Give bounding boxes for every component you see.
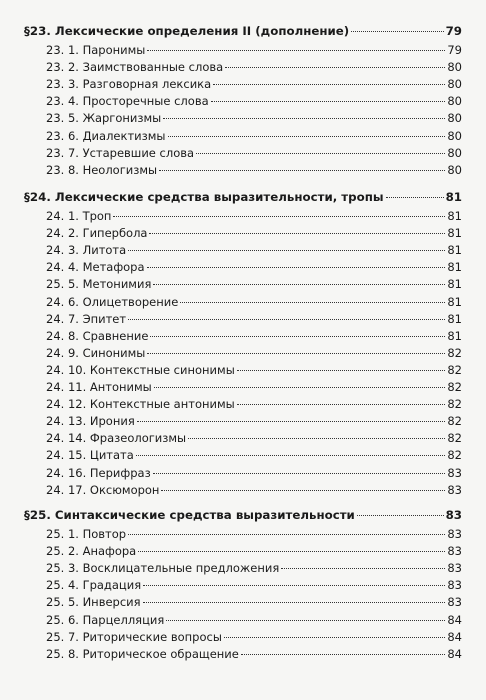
- page-number: 82: [447, 414, 462, 429]
- page-number: 82: [447, 380, 462, 394]
- section-heading[interactable]: [24, 190, 462, 204]
- toc-entry-label: 25. 3. Восклицательные предложения: [46, 561, 280, 576]
- dot-leader: [168, 136, 446, 137]
- toc-entry-label: 25. 1. Повтор: [46, 527, 127, 541]
- page-number: 82: [447, 431, 462, 446]
- page-number: 80: [447, 60, 462, 75]
- page-number: 81: [447, 243, 462, 258]
- toc-entry[interactable]: [46, 414, 462, 428]
- section-heading[interactable]: [24, 24, 462, 38]
- dot-leader: [150, 336, 445, 337]
- toc-entry[interactable]: [46, 77, 462, 91]
- toc-entry[interactable]: [46, 647, 462, 661]
- toc-entry[interactable]: [46, 243, 462, 257]
- dot-leader: [224, 637, 445, 638]
- dot-leader: [153, 284, 445, 285]
- dot-leader: [237, 370, 446, 371]
- toc-entry[interactable]: [46, 613, 462, 627]
- page-number: 84: [447, 629, 462, 644]
- dot-leader: [211, 101, 446, 102]
- dot-leader: [161, 490, 445, 491]
- toc-entry-label: 24. 6. Олицетворение: [46, 294, 179, 309]
- dot-leader: [143, 602, 446, 603]
- page-number: 83: [447, 544, 462, 559]
- page-number: 80: [447, 77, 462, 92]
- toc-entry[interactable]: [46, 146, 462, 160]
- toc-entry-label: 25. 7. Риторические вопросы: [46, 629, 222, 644]
- toc-entry-label: 24. 2. Гипербола: [46, 226, 148, 241]
- toc-entry[interactable]: [46, 466, 462, 480]
- toc-entry[interactable]: [46, 60, 462, 74]
- dot-leader: [147, 353, 445, 354]
- dot-leader: [128, 319, 445, 320]
- toc-entry-label: 24. 4. Метафора: [46, 260, 145, 275]
- toc-entry[interactable]: [46, 561, 462, 575]
- dot-leader: [213, 84, 445, 85]
- toc-entry[interactable]: [46, 397, 462, 411]
- toc-entry-label: 25. 8. Риторическое обращение: [46, 646, 239, 661]
- toc-entry-label: 24. 8. Сравнение: [46, 328, 149, 343]
- page-number: 79: [447, 43, 462, 57]
- toc-entry-label: 23. 6. Диалектизмы: [46, 128, 166, 143]
- toc-entry[interactable]: [46, 295, 462, 309]
- toc-entry[interactable]: [46, 111, 462, 125]
- dot-leader: [128, 250, 445, 251]
- page-number: 80: [447, 128, 462, 143]
- page-number: 84: [447, 612, 462, 627]
- dot-leader: [386, 197, 444, 198]
- page-number: 81: [447, 226, 462, 241]
- toc-entry-label: 23. 5. Жаргонизмы: [46, 111, 162, 126]
- page-number: 80: [447, 111, 462, 126]
- dot-leader: [241, 654, 446, 655]
- toc-entry[interactable]: [46, 527, 462, 541]
- toc-entry-label: 24. 14. Фразеологизмы: [46, 431, 187, 446]
- dot-leader: [147, 267, 446, 268]
- page-number: 80: [447, 145, 462, 160]
- dot-leader: [153, 473, 446, 474]
- toc-entry-label: 25. 4. Градация: [46, 578, 142, 593]
- toc-entry-label: 24. 12. Контекстные антонимы: [46, 397, 235, 412]
- toc-entry[interactable]: [46, 346, 462, 360]
- page-number: 83: [447, 561, 462, 576]
- dot-leader: [166, 620, 445, 621]
- toc-entry[interactable]: [46, 94, 462, 108]
- dot-leader: [137, 421, 446, 422]
- toc-entry[interactable]: [46, 129, 462, 143]
- toc-entry-label: 23. 4. Просторечные слова: [46, 94, 209, 109]
- dot-leader: [128, 534, 445, 535]
- toc-entry-label: 24. 7. Эпитет: [46, 311, 127, 326]
- toc-entry-label: 24. 3. Литота: [46, 243, 127, 258]
- toc-entry[interactable]: [46, 209, 462, 223]
- toc-entry[interactable]: [46, 595, 462, 609]
- toc-entry-label: §24. Лексические средства выразительности, тропы: [24, 190, 384, 204]
- dot-leader: [237, 404, 446, 405]
- dot-leader: [196, 153, 445, 154]
- toc-entry-label: §23. Лексические определения II (дополнение): [24, 24, 350, 38]
- page-number: 83: [445, 508, 462, 522]
- toc-entry[interactable]: [46, 578, 462, 592]
- toc-entry-label: 24. 17. Оксюморон: [46, 482, 160, 497]
- dot-leader: [138, 551, 445, 552]
- toc-entry-label: 23. 3. Разговорная лексика: [46, 77, 212, 92]
- dot-leader: [147, 50, 445, 51]
- toc-entry[interactable]: [46, 226, 462, 240]
- toc-entry[interactable]: [46, 448, 462, 462]
- toc-entry[interactable]: [46, 329, 462, 343]
- page-number: 82: [447, 448, 462, 463]
- toc-entry-label: 25. 5. Инверсия: [46, 595, 141, 610]
- toc-entry[interactable]: [46, 363, 462, 377]
- page-number: 81: [447, 209, 462, 223]
- page-number: 81: [445, 190, 462, 204]
- dot-leader: [154, 387, 446, 388]
- dot-leader: [225, 67, 445, 68]
- page-number: 81: [447, 294, 462, 309]
- page-number: 81: [447, 328, 462, 343]
- toc-entry-label: §25. Синтаксические средства выразительности: [24, 508, 355, 522]
- toc-entry-label: 23. 8. Неологизмы: [46, 162, 158, 177]
- dot-leader: [113, 216, 445, 217]
- toc-entry-label: 24. 15. Цитата: [46, 448, 134, 463]
- dot-leader: [180, 302, 445, 303]
- toc-entry[interactable]: [46, 163, 462, 177]
- toc-entry-label: 24. 11. Антонимы: [46, 380, 152, 394]
- page-number: 83: [447, 527, 462, 541]
- page-number: 81: [447, 311, 462, 326]
- toc-entry-label: 24. 13. Ирония: [46, 414, 135, 429]
- page-number: 82: [447, 345, 462, 360]
- page-number: 81: [447, 277, 462, 292]
- page-number: 80: [447, 94, 462, 109]
- page-number: 80: [447, 162, 462, 177]
- dot-leader: [159, 170, 445, 171]
- dot-leader: [357, 515, 444, 516]
- page-number: 83: [447, 595, 462, 610]
- dot-leader: [188, 438, 445, 439]
- toc-entry[interactable]: [46, 260, 462, 274]
- page-number: 81: [447, 260, 462, 275]
- page-number: 83: [447, 482, 462, 497]
- toc-entry[interactable]: [46, 277, 462, 291]
- page-number: 82: [447, 362, 462, 377]
- toc-entry[interactable]: [46, 312, 462, 326]
- dot-leader: [143, 585, 445, 586]
- dot-leader: [351, 31, 443, 32]
- toc-entry[interactable]: [46, 431, 462, 445]
- toc-entry-label: 24. 16. Перифраз: [46, 465, 151, 480]
- page-number: 83: [447, 465, 462, 480]
- toc-entry-label: 24. 9. Синонимы: [46, 345, 146, 360]
- toc-entry-label: 23. 2. Заимствованные слова: [46, 60, 224, 75]
- dot-leader: [281, 568, 445, 569]
- toc-entry[interactable]: [46, 483, 462, 497]
- toc-entry[interactable]: [46, 544, 462, 558]
- toc-entry-label: 25. 5. Метонимия: [46, 277, 152, 292]
- page-number: 79: [445, 24, 462, 38]
- toc-entry-label: 23. 1. Паронимы: [46, 43, 146, 57]
- dot-leader: [149, 233, 445, 234]
- dot-leader: [163, 118, 445, 119]
- toc-entry-label: 24. 10. Контекстные синонимы: [46, 362, 235, 377]
- toc-entry-label: 24. 1. Троп: [46, 209, 112, 223]
- toc-entry[interactable]: [46, 630, 462, 644]
- toc-entry[interactable]: [46, 43, 462, 57]
- page-number: 82: [447, 397, 462, 412]
- toc-entry-label: 25. 6. Парцелляция: [46, 612, 165, 627]
- toc-entry-label: 25. 2. Анафора: [46, 544, 137, 559]
- toc-entry[interactable]: [46, 380, 462, 394]
- toc-entry-label: 23. 7. Устаревшие слова: [46, 145, 195, 160]
- page-number: 84: [447, 646, 462, 661]
- page-number: 83: [447, 578, 462, 593]
- section-heading[interactable]: [24, 508, 462, 522]
- dot-leader: [136, 455, 446, 456]
